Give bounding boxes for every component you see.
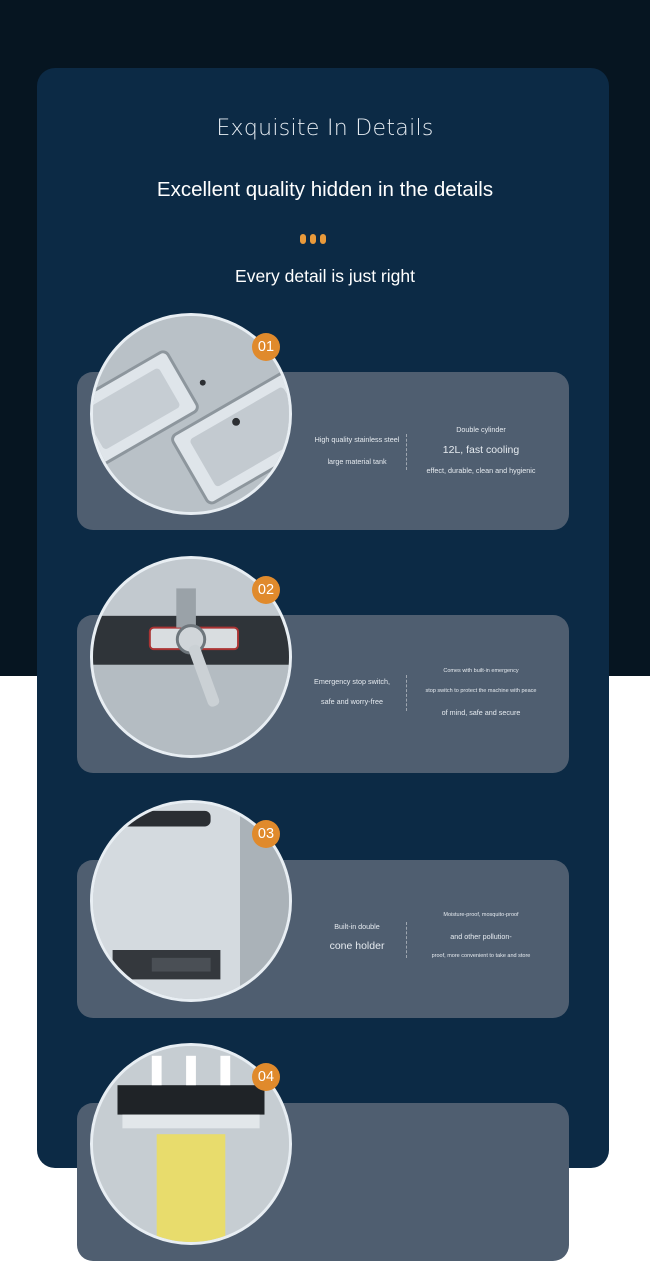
feature-1-divider <box>406 434 407 470</box>
feature-3-right-line3: proof, more convenient to take and store <box>431 953 531 959</box>
feature-2-right-line3: of mind, safe and secure <box>441 708 521 717</box>
feature-1-left-line1: High quality stainless steel <box>314 435 400 444</box>
feature-1-left-line2: large material tank <box>327 457 387 466</box>
feature-3-left-line1: Built-in double <box>334 922 380 931</box>
feature-2-left-line1: Emergency stop switch, <box>314 677 390 686</box>
feature-1-right-line1: Double cylinder <box>456 425 506 434</box>
feature-2-right-line2: stop switch to protect the machine with peace <box>425 688 537 694</box>
dot <box>310 234 316 244</box>
feature-2-right-line1: Comes with built-in emergency <box>443 668 519 674</box>
section-subtitle: Excellent quality hidden in the details <box>156 178 494 201</box>
dot <box>300 234 306 244</box>
feature-2-left-line2: safe and worry-free <box>321 697 383 706</box>
feature-3-right-line2: and other pollution- <box>450 932 512 941</box>
feature-1-right-line2: 12L, fast cooling <box>442 444 520 456</box>
feature-3-right-line1: Moisture-proof, mosquito-proof <box>443 912 519 918</box>
feature-2-number-badge: 02 <box>252 576 280 604</box>
dot <box>320 234 326 244</box>
feature-3-divider <box>406 922 407 958</box>
section-tagline: Every detail is just right <box>235 266 415 286</box>
section-title: Exquisite In Details <box>216 116 434 141</box>
feature-1-number-badge: 01 <box>252 333 280 361</box>
feature-3-left-line2: cone holder <box>329 940 385 952</box>
feature-4-number-badge: 04 <box>252 1063 280 1091</box>
feature-1-right-line3: effect, durable, clean and hygienic <box>426 466 536 475</box>
feature-3-number-badge: 03 <box>252 820 280 848</box>
dots-divider <box>300 234 350 244</box>
